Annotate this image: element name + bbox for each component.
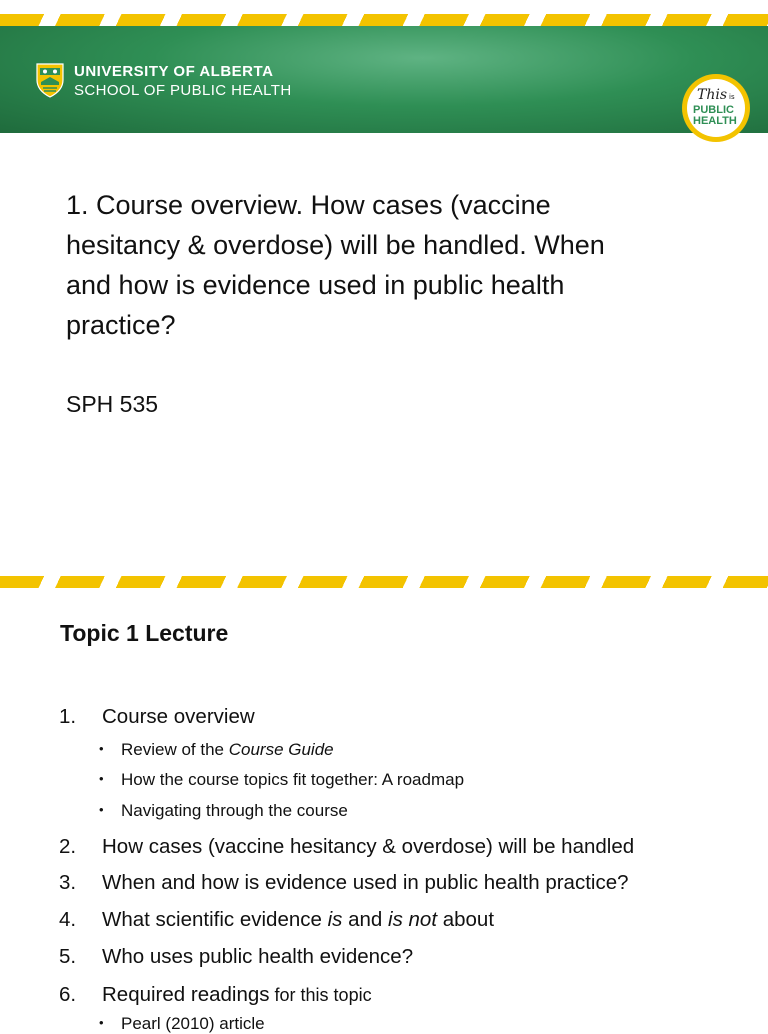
badge-text-this: This <box>697 87 728 103</box>
sub-item-text: How the course topics fit together: A roadmap <box>121 770 465 789</box>
list-item <box>59 908 494 932</box>
list-item-text: about <box>437 908 495 931</box>
sub-item-text: Pearl (2010) article <box>121 1014 265 1033</box>
slide1-title-line: 1. Course overview. How cases (vaccine <box>66 190 551 220</box>
slide1-title <box>66 185 726 345</box>
sub-item-text: Review of the <box>121 740 229 759</box>
bullet-icon: • <box>99 741 104 756</box>
sub-item-text: Navigating through the course <box>121 801 348 820</box>
list-item-number: 6. <box>59 983 77 1006</box>
list-item-number: 3. <box>59 871 77 894</box>
sub-item-emphasis: Course Guide <box>228 740 334 759</box>
school-name: SCHOOL OF PUBLIC HEALTH <box>74 82 292 99</box>
badge-text-health: HEALTH <box>693 115 737 127</box>
list-item-text: How cases (vaccine hesitancy & overdose) will be handled <box>102 835 635 858</box>
list-item-text: What scientific evidence <box>102 908 328 931</box>
list-item-emphasis: is <box>327 908 343 931</box>
list-item-text: Required readings <box>102 983 270 1006</box>
slide1-title-line: and how is evidence used in public health <box>66 270 565 300</box>
list-item-text: Who uses public health evidence? <box>102 945 414 968</box>
university-crest-icon <box>36 62 64 98</box>
list-item <box>59 835 634 859</box>
course-code: SPH 535 <box>66 391 159 417</box>
list-item <box>59 983 372 1007</box>
bullet-icon: • <box>99 771 104 786</box>
badge-text-public: PUBLIC <box>693 104 734 116</box>
list-item-number: 2. <box>59 835 77 858</box>
sub-list-item <box>99 1014 265 1034</box>
list-item-text: and <box>342 908 389 931</box>
list-item-number: 4. <box>59 908 77 931</box>
hazard-stripe-divider <box>0 576 768 588</box>
list-item-emphasis: is not <box>388 908 438 931</box>
list-item-number: 5. <box>59 945 77 968</box>
slide2-title: Topic 1 Lecture <box>60 620 229 646</box>
list-item-number: 1. <box>59 705 77 728</box>
badge-text-is: is <box>729 93 735 101</box>
list-item-text: When and how is evidence used in public health practice? <box>102 871 629 894</box>
sub-list-item <box>99 770 464 790</box>
list-item <box>59 705 255 729</box>
slide1-title-line: hesitancy & overdose) will be handled. When <box>66 230 605 260</box>
slide1-title-line: practice? <box>66 310 176 340</box>
list-item-text-small: for this topic <box>269 985 372 1005</box>
bullet-icon: • <box>99 1015 104 1030</box>
list-item <box>59 945 413 969</box>
this-is-public-health-badge <box>681 73 751 143</box>
sub-list-item <box>99 801 348 821</box>
list-item-text: Course overview <box>102 705 255 728</box>
hazard-stripe-top <box>0 14 768 26</box>
list-item <box>59 871 629 895</box>
sub-list-item <box>99 740 334 760</box>
university-name: UNIVERSITY OF ALBERTA <box>74 63 274 80</box>
bullet-icon: • <box>99 802 104 817</box>
